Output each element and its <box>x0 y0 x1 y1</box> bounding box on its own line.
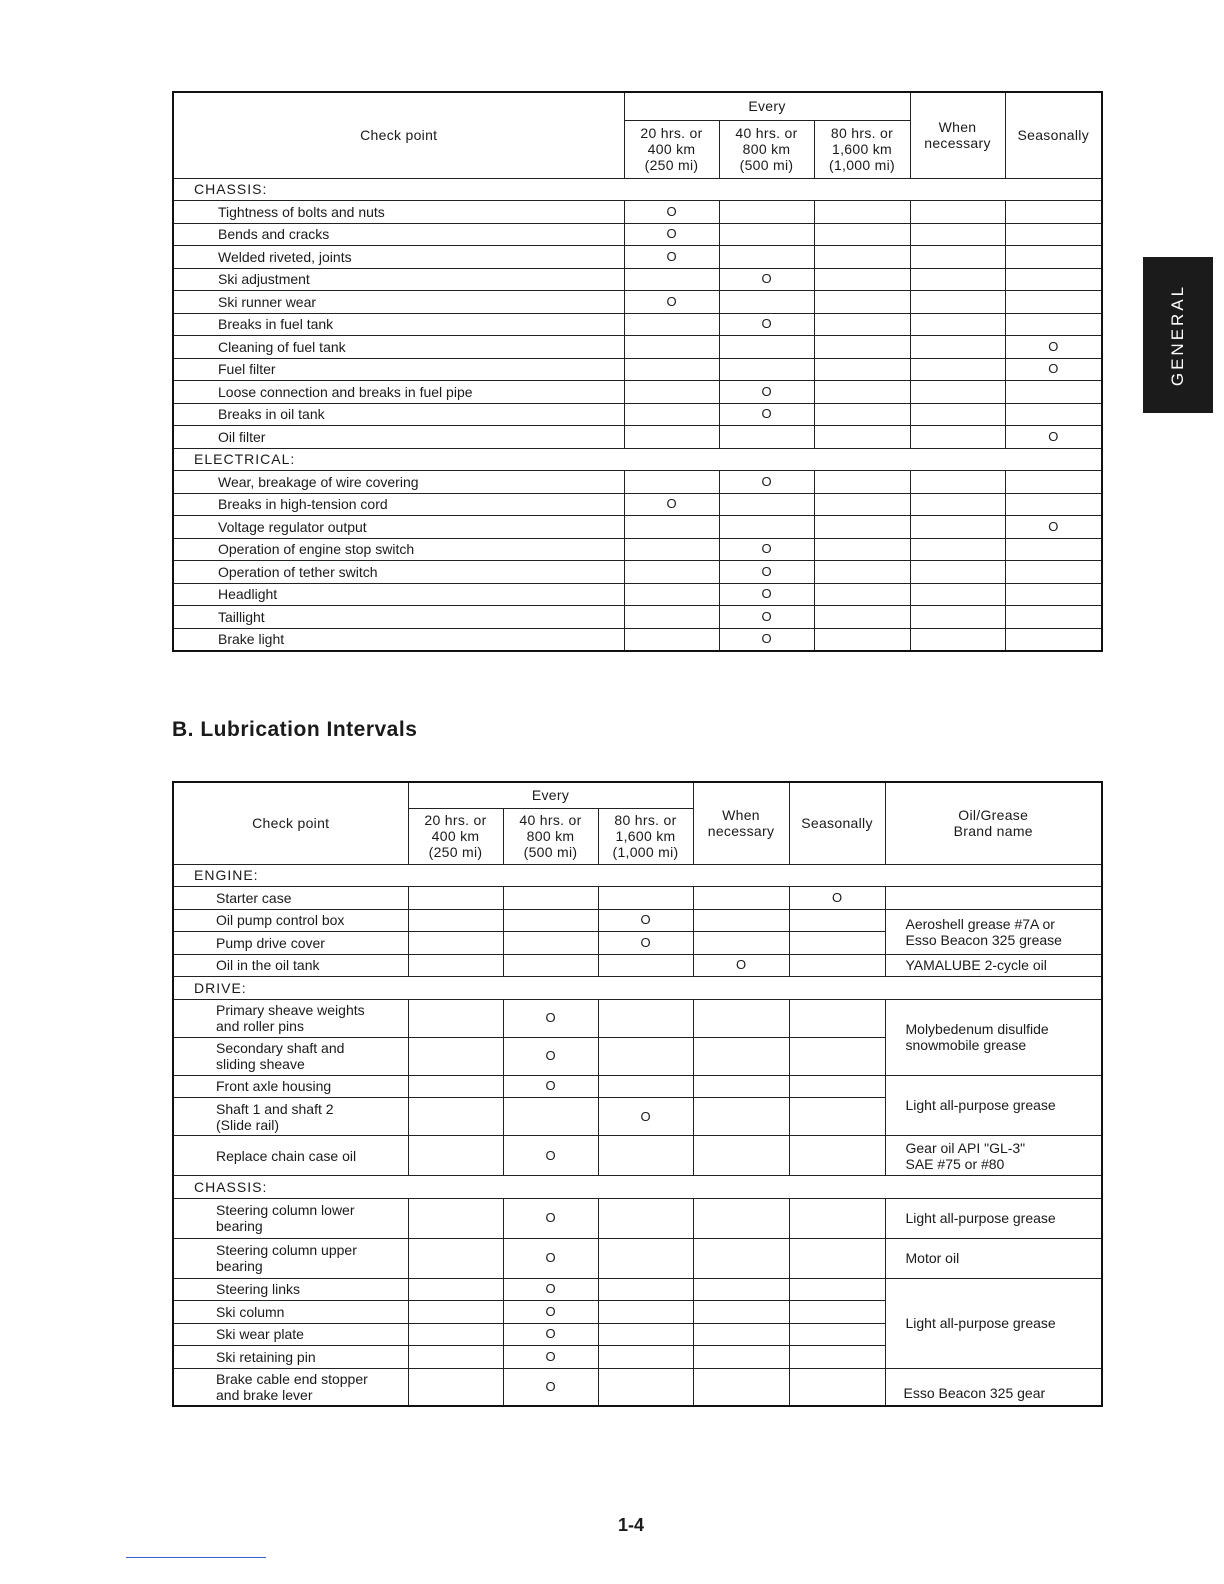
section-title: CHASSIS: <box>173 178 1102 201</box>
row-label: Taillight <box>173 606 624 629</box>
check-mark: O <box>719 628 814 651</box>
empty-cell <box>624 516 719 539</box>
empty-cell <box>1005 246 1102 269</box>
table-row <box>173 358 1102 381</box>
empty-cell <box>719 291 814 314</box>
empty-cell <box>1005 291 1102 314</box>
header-check-point: Check point <box>173 92 624 178</box>
lub-row-label: Ski column <box>173 1301 408 1324</box>
lub-brand-light-grease: Light all-purpose grease <box>885 1075 1102 1136</box>
empty-cell <box>1005 381 1102 404</box>
empty-cell <box>814 538 910 561</box>
check-mark: O <box>719 606 814 629</box>
lub-section-engine: ENGINE: <box>173 864 1102 887</box>
check-mark: O <box>503 1301 598 1324</box>
table-row <box>173 336 1102 359</box>
lub-row-label: Oil in the oil tank <box>173 954 408 977</box>
lub-section-drive: DRIVE: <box>173 977 1102 1000</box>
row-label: Operation of tether switch <box>173 561 624 584</box>
empty-cell <box>814 606 910 629</box>
table-row <box>173 291 1102 314</box>
empty-cell <box>910 201 1005 224</box>
side-tab <box>1143 257 1213 413</box>
lub-row-label: Front axle housing <box>173 1075 408 1098</box>
lub-header-interval-80h: 80 hrs. or 1,600 km (1,000 mi) <box>598 808 693 864</box>
row-label: Ski adjustment <box>173 268 624 291</box>
lub-header-check-point: Check point <box>173 782 408 864</box>
lubrication-table <box>172 781 1103 1407</box>
row-label: Bends and cracks <box>173 223 624 246</box>
row-label: Breaks in oil tank <box>173 403 624 426</box>
lub-row-label: Ski wear plate <box>173 1323 408 1346</box>
empty-cell <box>910 538 1005 561</box>
lub-row-label: Replace chain case oil <box>173 1136 408 1176</box>
empty-cell <box>1005 201 1102 224</box>
empty-cell <box>814 403 910 426</box>
check-mark: O <box>503 1037 598 1075</box>
row-label: Wear, breakage of wire covering <box>173 471 624 494</box>
empty-cell <box>1005 606 1102 629</box>
empty-cell <box>814 583 910 606</box>
row-label: Fuel filter <box>173 358 624 381</box>
empty-cell <box>624 561 719 584</box>
empty-cell <box>814 471 910 494</box>
empty-cell <box>1005 561 1102 584</box>
check-mark: O <box>789 887 885 910</box>
check-mark: O <box>719 268 814 291</box>
empty-cell <box>1005 313 1102 336</box>
empty-cell <box>1005 538 1102 561</box>
table-row <box>173 538 1102 561</box>
check-mark: O <box>624 223 719 246</box>
check-mark: O <box>719 561 814 584</box>
lub-row-label: Secondary shaft and sliding sheave <box>173 1037 408 1075</box>
section-heading: B. Lubrication Intervals <box>172 718 418 741</box>
row-label: Headlight <box>173 583 624 606</box>
empty-cell <box>1005 403 1102 426</box>
section-title: ELECTRICAL: <box>173 448 1102 471</box>
row-label: Operation of engine stop switch <box>173 538 624 561</box>
lub-brand-gear-oil: Gear oil API "GL-3" SAE #75 or #80 <box>885 1136 1102 1176</box>
row-label: Oil filter <box>173 426 624 449</box>
empty-cell <box>719 493 814 516</box>
empty-cell <box>624 313 719 336</box>
lub-header-oil-grease: Oil/Grease Brand name <box>885 782 1102 864</box>
check-mark: O <box>1005 336 1102 359</box>
empty-cell <box>624 583 719 606</box>
header-every: Every <box>624 92 910 120</box>
empty-cell <box>814 291 910 314</box>
lub-row-label: Ski retaining pin <box>173 1346 408 1369</box>
empty-cell <box>814 426 910 449</box>
empty-cell <box>910 493 1005 516</box>
empty-cell <box>814 381 910 404</box>
check-mark: O <box>719 538 814 561</box>
side-tab-label: GENERAL <box>1168 283 1187 387</box>
row-label: Brake light <box>173 628 624 651</box>
lub-brand-motor-oil: Motor oil <box>885 1238 1102 1278</box>
check-mark: O <box>719 471 814 494</box>
footer-rule <box>126 1557 266 1558</box>
table-row <box>173 268 1102 291</box>
inspection-table <box>172 91 1103 652</box>
header-when-necessary: When necessary <box>910 92 1005 178</box>
section-row <box>173 448 1102 471</box>
lub-row-label: Pump drive cover <box>173 932 408 955</box>
check-mark: O <box>624 201 719 224</box>
empty-cell <box>624 268 719 291</box>
lub-brand-molybdenum: Molybedenum disulfide snowmobile grease <box>885 999 1102 1075</box>
lub-brand-aeroshell: Aeroshell grease #7A or Esso Beacon 325 grease <box>885 909 1102 954</box>
empty-cell <box>814 223 910 246</box>
check-mark: O <box>719 403 814 426</box>
table-row <box>173 516 1102 539</box>
check-mark: O <box>1005 426 1102 449</box>
table-row <box>173 493 1102 516</box>
table-row <box>173 561 1102 584</box>
check-mark: O <box>624 493 719 516</box>
empty-cell <box>910 516 1005 539</box>
check-mark: O <box>624 291 719 314</box>
section-row <box>173 178 1102 201</box>
row-label: Loose connection and breaks in fuel pipe <box>173 381 624 404</box>
lub-header-every: Every <box>408 782 693 808</box>
table-row <box>173 583 1102 606</box>
empty-cell <box>1005 583 1102 606</box>
check-mark: O <box>503 1368 598 1406</box>
header-interval-80h: 80 hrs. or 1,600 km (1,000 mi) <box>814 120 910 178</box>
empty-cell <box>910 268 1005 291</box>
empty-cell <box>910 381 1005 404</box>
empty-cell <box>719 358 814 381</box>
empty-cell <box>624 403 719 426</box>
empty-cell <box>719 426 814 449</box>
empty-cell <box>1005 223 1102 246</box>
lub-row-label: Shaft 1 and shaft 2 (Slide rail) <box>173 1098 408 1136</box>
row-label: Breaks in fuel tank <box>173 313 624 336</box>
table-row <box>173 426 1102 449</box>
lub-brand-light-grease-2: Light all-purpose grease <box>885 1278 1102 1368</box>
table-row <box>173 403 1102 426</box>
lub-row-label: Steering column lower bearing <box>173 1198 408 1238</box>
empty-cell <box>814 516 910 539</box>
check-mark: O <box>503 1198 598 1238</box>
empty-cell <box>910 561 1005 584</box>
empty-cell <box>814 336 910 359</box>
check-mark: O <box>598 932 693 955</box>
empty-cell <box>1005 471 1102 494</box>
check-mark: O <box>693 954 789 977</box>
empty-cell <box>719 201 814 224</box>
header-seasonally: Seasonally <box>1005 92 1102 178</box>
row-label: Tightness of bolts and nuts <box>173 201 624 224</box>
empty-cell <box>910 336 1005 359</box>
check-mark: O <box>503 1323 598 1346</box>
table-row <box>173 606 1102 629</box>
empty-cell <box>814 493 910 516</box>
table-row <box>173 246 1102 269</box>
row-label: Breaks in high-tension cord <box>173 493 624 516</box>
lub-header-seasonally: Seasonally <box>789 782 885 864</box>
check-mark: O <box>503 1278 598 1301</box>
check-mark: O <box>598 1098 693 1136</box>
empty-cell <box>624 606 719 629</box>
empty-cell <box>624 381 719 404</box>
lub-header-interval-20h: 20 hrs. or 400 km (250 mi) <box>408 808 503 864</box>
empty-cell <box>814 561 910 584</box>
empty-cell <box>814 201 910 224</box>
row-label: Cleaning of fuel tank <box>173 336 624 359</box>
empty-cell <box>719 246 814 269</box>
empty-cell <box>719 516 814 539</box>
empty-cell <box>814 268 910 291</box>
lub-row-label: Oil pump control box <box>173 909 408 932</box>
lub-brand-esso-gear: Esso Beacon 325 gear <box>885 1368 1102 1406</box>
empty-cell <box>624 471 719 494</box>
check-mark: O <box>503 999 598 1037</box>
lub-brand-light-grease-1: Light all-purpose grease <box>885 1198 1102 1238</box>
empty-cell <box>910 246 1005 269</box>
row-label: Voltage regulator output <box>173 516 624 539</box>
lub-row-label: Steering column upper bearing <box>173 1238 408 1278</box>
empty-cell <box>910 471 1005 494</box>
row-label: Welded riveted, joints <box>173 246 624 269</box>
check-mark: O <box>503 1346 598 1369</box>
check-mark: O <box>624 246 719 269</box>
empty-cell <box>624 628 719 651</box>
lub-row-label: Steering links <box>173 1278 408 1301</box>
empty-cell <box>1005 628 1102 651</box>
empty-cell <box>814 628 910 651</box>
empty-cell <box>910 403 1005 426</box>
lub-header-interval-40h: 40 hrs. or 800 km (500 mi) <box>503 808 598 864</box>
empty-cell <box>719 336 814 359</box>
check-mark: O <box>1005 516 1102 539</box>
table-row <box>173 471 1102 494</box>
empty-cell <box>1005 268 1102 291</box>
check-mark: O <box>1005 358 1102 381</box>
empty-cell <box>719 223 814 246</box>
lub-section-chassis: CHASSIS: <box>173 1176 1102 1199</box>
check-mark: O <box>598 909 693 932</box>
empty-cell <box>814 246 910 269</box>
empty-cell <box>624 336 719 359</box>
check-mark: O <box>503 1075 598 1098</box>
table-row <box>173 381 1102 404</box>
empty-cell <box>910 426 1005 449</box>
table-row <box>173 628 1102 651</box>
empty-cell <box>910 606 1005 629</box>
table-row <box>173 313 1102 336</box>
header-interval-20h: 20 hrs. or 400 km (250 mi) <box>624 120 719 178</box>
page-number: 1-4 <box>618 1515 645 1535</box>
lub-row-label: Primary sheave weights and roller pins <box>173 999 408 1037</box>
empty-cell <box>624 538 719 561</box>
empty-cell <box>910 291 1005 314</box>
header-interval-40h: 40 hrs. or 800 km (500 mi) <box>719 120 814 178</box>
check-mark: O <box>503 1136 598 1176</box>
table-row <box>173 223 1102 246</box>
check-mark: O <box>719 583 814 606</box>
check-mark: O <box>503 1238 598 1278</box>
empty-cell <box>910 628 1005 651</box>
empty-cell <box>910 583 1005 606</box>
empty-cell <box>624 358 719 381</box>
lub-header-when-necessary: When necessary <box>693 782 789 864</box>
empty-cell <box>624 426 719 449</box>
empty-cell <box>910 313 1005 336</box>
check-mark: O <box>719 313 814 336</box>
lub-brand-yamalube: YAMALUBE 2-cycle oil <box>885 954 1102 977</box>
empty-cell <box>1005 493 1102 516</box>
lub-row-label: Brake cable end stopper and brake lever <box>173 1368 408 1406</box>
empty-cell <box>814 313 910 336</box>
empty-cell <box>910 358 1005 381</box>
row-label: Ski runner wear <box>173 291 624 314</box>
check-mark: O <box>719 381 814 404</box>
empty-cell <box>814 358 910 381</box>
lub-row-label: Starter case <box>173 887 408 910</box>
empty-cell <box>910 223 1005 246</box>
table-row <box>173 201 1102 224</box>
